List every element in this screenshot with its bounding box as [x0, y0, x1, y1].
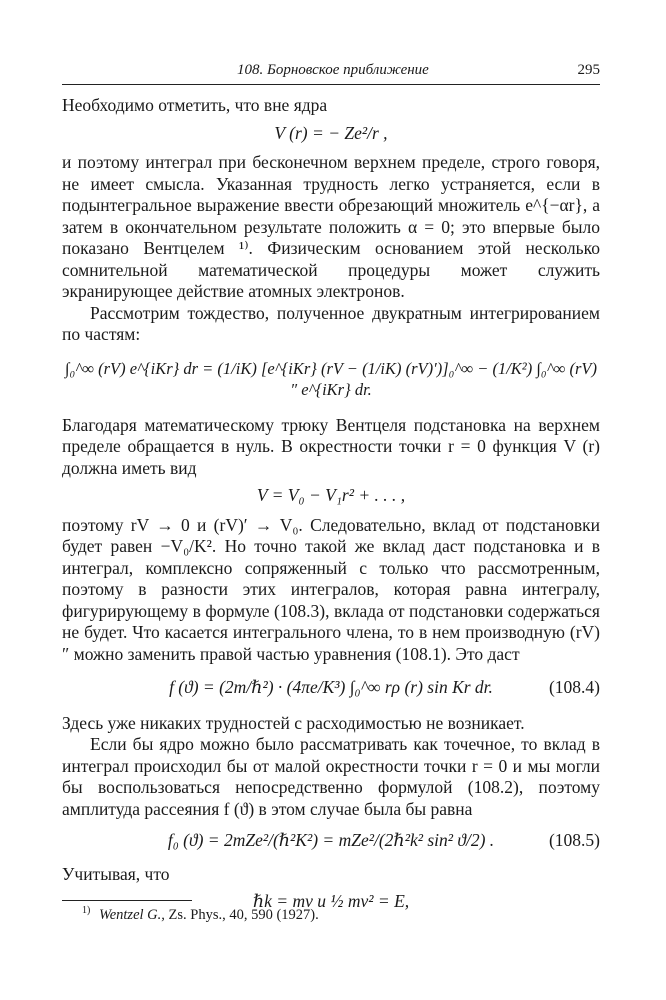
footnote-rule [62, 900, 192, 901]
equation-108-4 [62, 677, 600, 699]
equation-potential: V (r) = − Ze²/r , [274, 122, 388, 143]
equation-identity: ∫₀^∞ (rV) e^{iKr} dr = (1/iK) [e^{iKr} (rV − (1/iK) (rV)′)]₀^∞ − (1/K²) ∫₀^∞ (rV)″ e^{iKr} dr. [65, 358, 597, 399]
running-title: 108. Борновское приближение [237, 62, 429, 78]
paragraph: Рассмотрим тождество, полученное двукратным интегрированием по частям: [62, 302, 600, 344]
equation-108-5-body: f₀ (ϑ) = 2mZe²/(ℏ²K²) = mZe²/(2ℏ²k² sin² ϑ/2) . [167, 830, 495, 850]
paragraph: Здесь уже никаких трудностей с расходимостью не возникает. [62, 712, 525, 733]
footnote-reference: Zs. Phys., 40, 590 (1927). [168, 906, 319, 923]
paragraph: Учитывая, что [62, 863, 170, 884]
running-header [62, 60, 600, 85]
page-number: 295 [577, 62, 600, 78]
equation-108-5 [62, 830, 600, 852]
paragraph: Необходимо отметить, что вне ядра [62, 95, 328, 115]
equation-expansion: V = V₀ − V₁r² + . . . , [256, 485, 406, 505]
paragraph: и поэтому интеграл при бесконечном верхнем пределе, строго говоря, не имеет смысла. Указанная трудность легко устраняется, если в подынтегральное выражение ввести обрезающий множитель e^{−αr}, а затем в окончательном результате положить α = 0; это впервые было показано Вентцелем ¹⁾. Физическим основанием этой несколько сомнительной математической процедуры может служить экранирующее действие атомных электронов. [62, 152, 600, 301]
paragraph: поэтому rV → 0 и (rV)′ → V₀. Следовательно, вклад от подстановки будет равен −V₀/K². Но точно такой же вклад даст подстановка и в интеграл, комплексно сопряженный с только что рассмотренным, поэтому в разности этих интегралов, которая равна интегралу, фигурирующему в формуле (108.3), вклада от подстановки содержаться не будет. Что касается интегрального члена, то в нем производную (rV)″ можно заменить правой частью уравнения (108.1). Это даст [62, 514, 600, 664]
paragraph: Благодаря математическому трюку Вентцеля подстановка на верхнем пределе обращается в нуль. В окрестности точки r = 0 функция V (r) должна иметь вид [62, 414, 600, 478]
footnote-author: Wentzel G., [98, 906, 165, 923]
equation-number: (108.5) [548, 830, 600, 850]
footnote [62, 905, 620, 924]
page-body [62, 95, 600, 913]
footnote-marker: 1) [82, 905, 91, 916]
equation-108-4-body: f (ϑ) = (2m/ℏ²) · (4πe/K³) ∫₀^∞ rρ (r) sin Kr dr. [169, 677, 493, 697]
paragraph: Если бы ядро можно было рассматривать как точечное, то вклад в интеграл происходил бы от малой окрестности точки r = 0 и мы могли бы воспользоваться непосредственно формулой (108.2), поэтому амплитуда рассеяния f (ϑ) в этом случае была бы равна [62, 734, 600, 819]
equation-number: (108.4) [548, 677, 600, 697]
equation-final: ℏk = mv и ½ mv² = E, [252, 891, 410, 911]
